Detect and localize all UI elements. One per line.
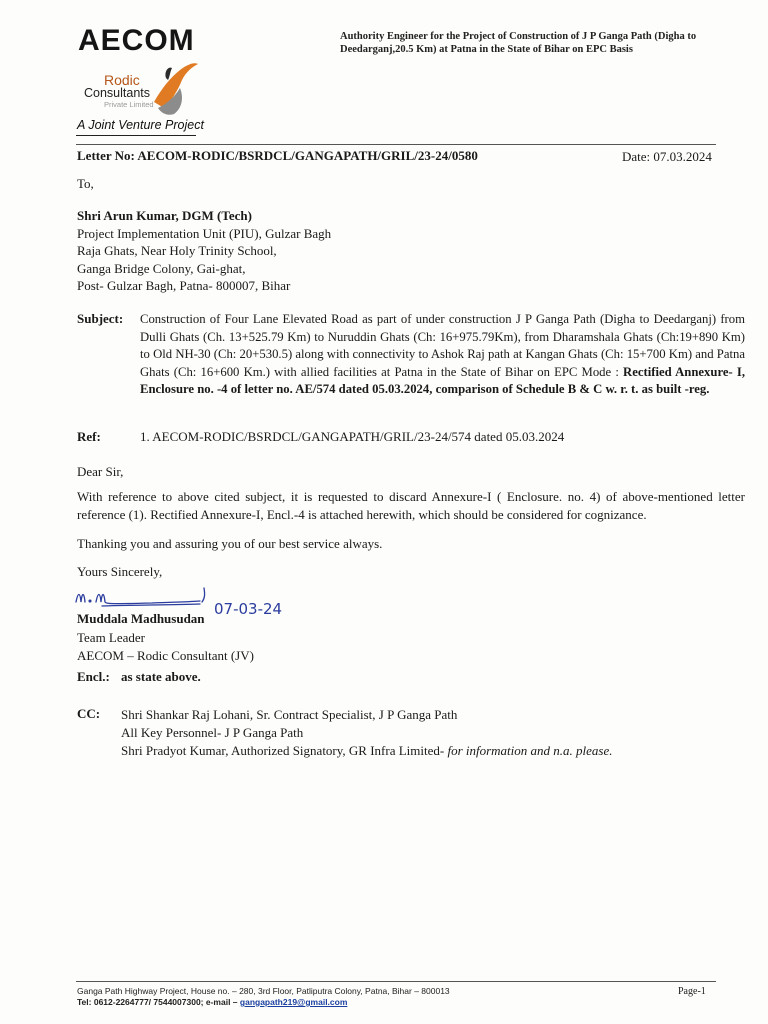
to-label: To,: [77, 176, 94, 191]
addressee-line: Ganga Bridge Colony, Gai-ghat,: [77, 260, 246, 276]
body-paragraph-2: Thanking you and assuring you of our best service always.: [77, 536, 383, 551]
enclosure-text: as state above.: [121, 669, 201, 684]
page-number: Page-1: [678, 986, 706, 997]
joint-venture-underline: [76, 135, 196, 136]
signatory-org: AECOM – Rodic Consultant (JV): [77, 648, 254, 663]
enclosure-label: Encl.:: [77, 669, 110, 684]
reference-label: Ref:: [77, 429, 101, 444]
letter-date: Date: 07.03.2024: [622, 149, 712, 164]
addressee-line: Project Implementation Unit (PIU), Gulzar Bagh: [77, 225, 332, 241]
addressee-line: Post- Gulzar Bagh, Patna- 800007, Bihar: [77, 278, 291, 293]
body-paragraph-1: With reference to above cited subject, it is requested to discard Annexure-I ( Enclosure. no. 4) of above-mentioned letter reference (1). Rectified Annexure-I, Encl.-4 is attached herewith, which should be considered for cognizance.: [77, 489, 745, 522]
salutation: Dear Sir,: [77, 464, 124, 479]
subject-bold: Rectified Annexure- I, Enclosure no. -4 of letter no. AE/574 dated 05.03.2024, comparison of Schedule B & C w. r. t. as built -reg.: [140, 364, 745, 396]
aecom-logo: AECOM: [78, 24, 195, 57]
footer: [77, 986, 450, 1008]
addressee-block: [77, 207, 331, 295]
reference-text: 1. AECOM-RODIC/BSRDCL/GANGAPATH/GRIL/23-24/574 dated 05.03.2024: [140, 429, 565, 444]
signatory-details: [77, 629, 254, 665]
header-title: Authority Engineer for the Project of Construction of J P Ganga Path (Digha to Deedarganj,20.5 Km) at Patna in the State of Bihar on EPC Basis: [340, 31, 697, 55]
signatory-title: Team Leader: [77, 630, 146, 645]
joint-venture-label: A Joint Venture Project: [77, 118, 204, 132]
addressee-name: Shri Arun Kumar, DGM (Tech): [77, 208, 252, 223]
cc-list: [121, 706, 613, 760]
letter-number: Letter No: AECOM-RODIC/BSRDCL/GANGAPATH/GRIL/23-24/0580: [77, 148, 478, 163]
signatory-name: Muddala Madhusudan: [77, 611, 205, 626]
footer-contact: [77, 997, 450, 1008]
cc-item: All Key Personnel- J P Ganga Path: [121, 725, 304, 740]
handwritten-date: 07-03-24: [214, 600, 283, 618]
subject-label: Subject:: [77, 311, 124, 326]
private-limited-text: Private Limited: [104, 100, 154, 109]
subject-main: Construction of Four Lane Elevated Road as part of under construction J P Ganga Path (Digha to Deedarganj) from Dulli Ghats (Ch. 13+525.79 Km) to Nuruddin Ghats (Ch: 16+975.79Km), from Dharamshala Ghats (Ch:19+890 Km) to Old NH-30 (Ch: 20+530.5) along with connectivity to Ashok Raj path at Kangan Ghats (Ch: 15+700 Km) and Patna Ghats (Ch: 16+600 Km.) with allied facilities at Patna in the State of Bihar on EPC Mode :: [140, 312, 745, 379]
header-divider: [76, 144, 716, 145]
closing: Yours Sincerely,: [77, 564, 163, 579]
footer-divider: [76, 981, 716, 982]
cc-item: [121, 742, 613, 760]
footer-tel: Tel: 0612-2264777/ 7544007300; e-mail –: [77, 997, 238, 1007]
rodic-logo-text: Rodic: [104, 72, 140, 88]
cc-item-text: Shri Pradyot Kumar, Authorized Signatory, GR Infra Limited-: [121, 743, 445, 758]
addressee-line: Raja Ghats, Near Holy Trinity School,: [77, 243, 277, 258]
footer-email-link[interactable]: gangapath219@gmail.com: [239, 997, 348, 1007]
cc-label: CC:: [77, 706, 101, 721]
cc-item: Shri Shankar Raj Lohani, Sr. Contract Specialist, J P Ganga Path: [121, 707, 458, 722]
consultants-logo-text: Consultants: [84, 86, 151, 100]
subject-text: [140, 311, 745, 399]
cc-item-note: for information and n.a. please.: [447, 743, 613, 758]
footer-address: Ganga Path Highway Project, House no. – 280, 3rd Floor, Patliputra Colony, Patna, Bihar – 800013: [77, 986, 450, 996]
